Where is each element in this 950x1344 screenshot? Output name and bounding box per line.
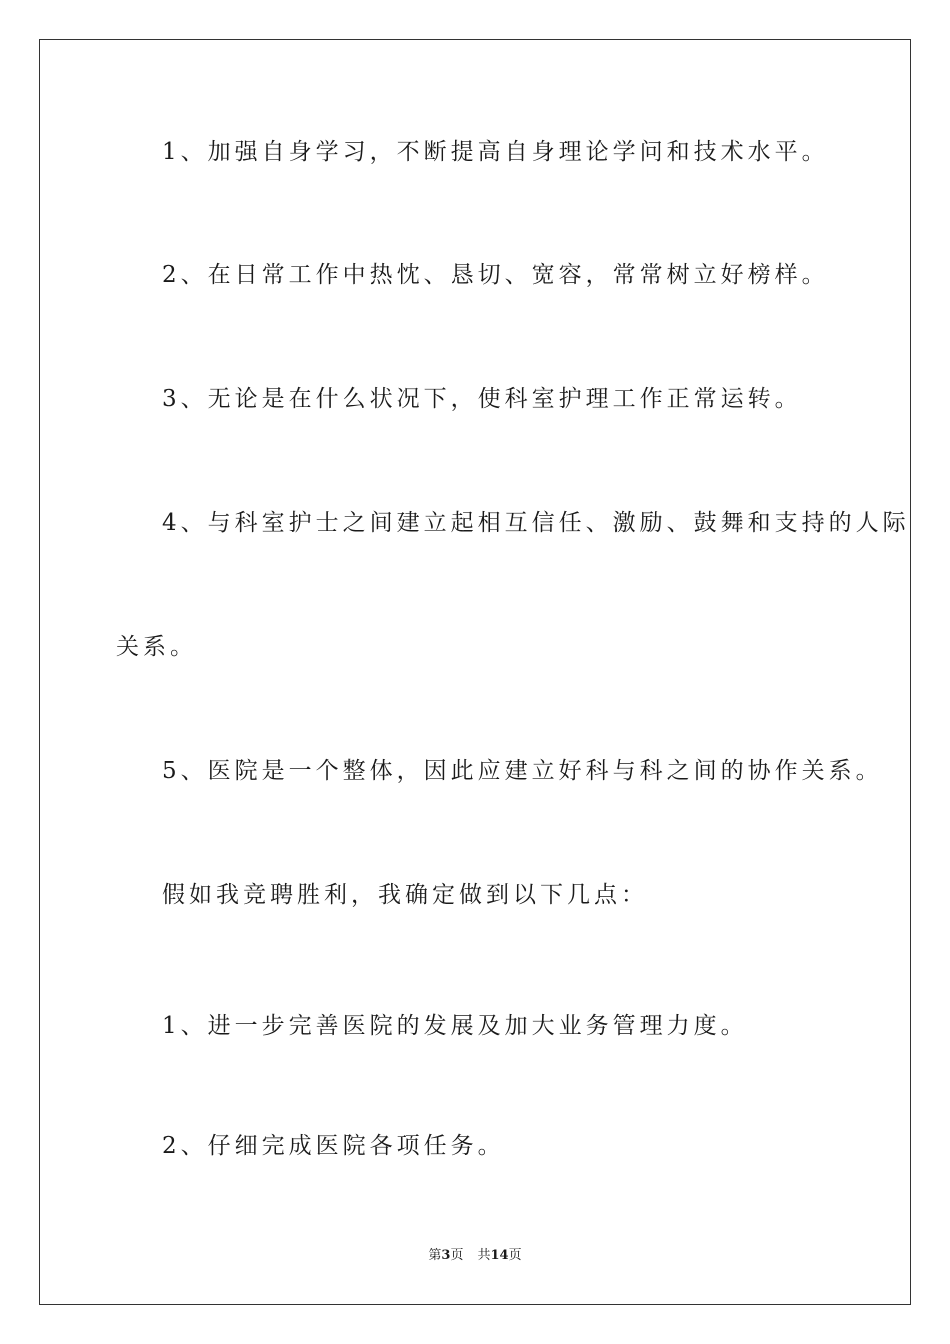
- footer-page-number: 3: [441, 1248, 451, 1263]
- footer-total-prefix: 共: [477, 1248, 491, 1263]
- footer-page-prefix: 第: [428, 1248, 442, 1263]
- page-border: [39, 39, 911, 1305]
- footer-page-suffix: 页: [450, 1248, 464, 1263]
- paragraph-intro: 假如我竞聘胜利，我确定做到以下几点：: [162, 882, 648, 908]
- paragraph-1: 1、加强自身学习，不断提高自身理论学问和技术水平。: [162, 139, 829, 165]
- paragraph-commitment-2: 2、仔细完成医院各项任务。: [162, 1133, 505, 1159]
- footer-total-suffix: 页: [508, 1248, 522, 1263]
- page-footer: [0, 1246, 950, 1266]
- paragraph-4: 4、与科室护士之间建立起相互信任、激励、鼓舞和支持的人际: [162, 510, 910, 536]
- footer-total-pages: 14: [490, 1248, 509, 1263]
- paragraph-4-continuation: 关系。: [116, 634, 197, 660]
- paragraph-3: 3、无论是在什么状况下，使科室护理工作正常运转。: [162, 386, 802, 412]
- paragraph-commitment-1: 1、进一步完善医院的发展及加大业务管理力度。: [162, 1013, 748, 1039]
- paragraph-5: 5、医院是一个整体，因此应建立好科与科之间的协作关系。: [162, 758, 883, 784]
- paragraph-2: 2、在日常工作中热忱、恳切、宽容，常常树立好榜样。: [162, 262, 829, 288]
